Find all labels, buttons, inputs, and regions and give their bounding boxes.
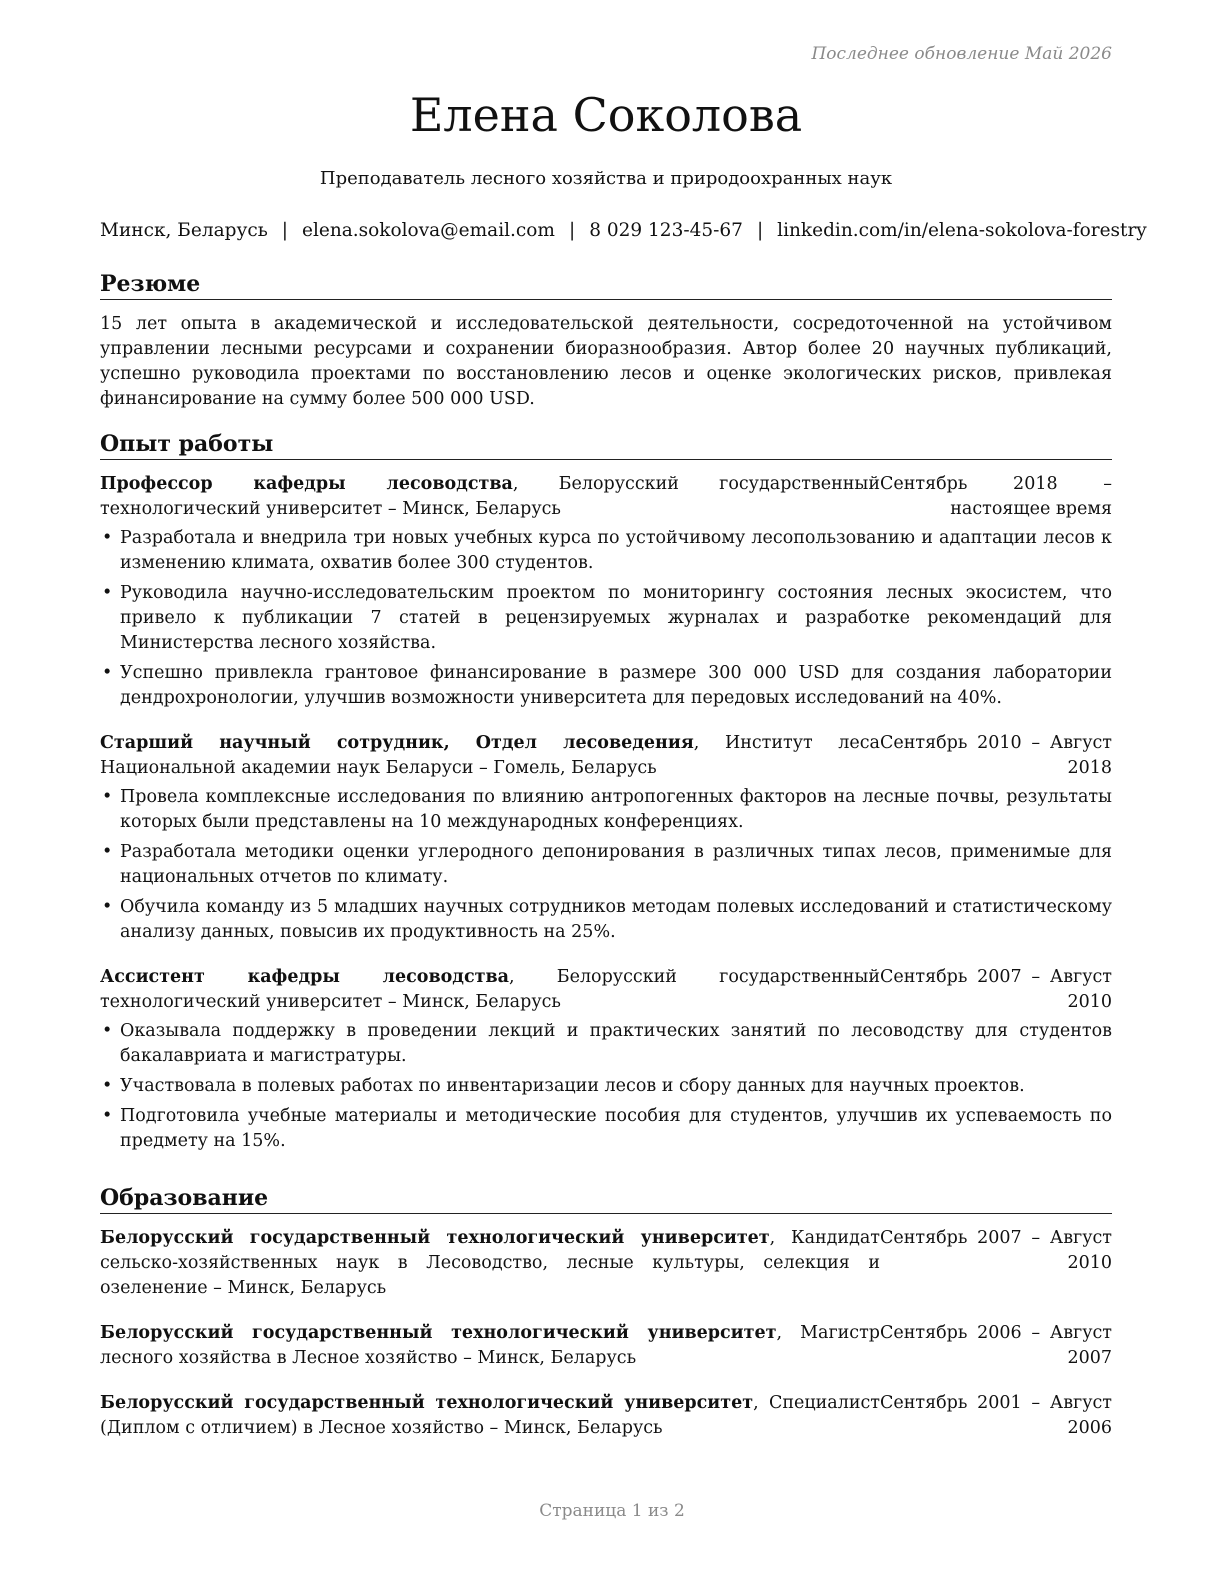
education-header <box>100 1391 1112 1441</box>
education-entry <box>100 1321 1112 1371</box>
page-number: Страница 1 из 2 <box>539 1501 685 1521</box>
section-title-summary: Резюме <box>100 271 1112 300</box>
job-header <box>100 965 1112 1015</box>
contact-linkedin[interactable]: linkedin.com/in/elena-sokolova-forestry <box>777 220 1147 241</box>
job-dates: Сентябрь 2018 – настоящее время <box>880 474 1112 519</box>
contact-separator: | <box>568 220 576 241</box>
job-header <box>100 731 1112 781</box>
education-section <box>100 1185 1112 1461</box>
contact-phone[interactable]: 8 029 123-45-67 <box>589 220 743 241</box>
job-entry <box>100 965 1112 1154</box>
job-dates: Сентябрь 2010 – Август 2018 <box>880 733 1112 778</box>
section-title-education: Образование <box>100 1185 1112 1214</box>
contact-separator: | <box>281 220 289 241</box>
bullet-item: • Провела комплексные исследования по влиянию антропогенных факторов на лесные почвы, результаты которых были представлены на 10 международных конференциях. <box>100 785 1112 835</box>
education-dates: Сентябрь 2007 – Август 2010 <box>880 1228 1112 1273</box>
bullet-item: • Подготовила учебные материалы и методические пособия для студентов, улучшив их успеваемость по предмету на 15%. <box>100 1104 1112 1154</box>
bullet-item: • Участвовала в полевых работах по инвентаризации лесов и сбору данных для научных проектов. <box>100 1074 1112 1099</box>
job-bullets <box>100 1019 1112 1154</box>
contact-location: Минск, Беларусь <box>100 220 268 241</box>
education-degree: , Магистр лесного хозяйства в Лесное хозяйство – Минск, Беларусь <box>100 1323 880 1368</box>
candidate-name: Елена Соколова <box>409 88 803 142</box>
job-organization: , Белорусский государственный технологический университет – Минск, Беларусь <box>100 967 880 1012</box>
bullet-item: • Разработала и внедрила три новых учебных курса по устойчивому лесопользованию и адаптации лесов к изменению климата, охватив более 300 студентов. <box>100 526 1112 576</box>
summary-section <box>100 271 1112 412</box>
contact-line <box>100 220 1147 241</box>
education-dates: Сентябрь 2001 – Август 2006 <box>880 1393 1112 1438</box>
experience-section <box>100 431 1112 1174</box>
education-degree: , Кандидат сельско-хозяйственных наук в Лесоводство, лесные культуры, селекция и озеленение – Минск, Беларусь <box>100 1228 880 1298</box>
education-header <box>100 1226 1112 1301</box>
last-updated: Последнее обновление Май 2026 <box>811 44 1112 64</box>
bullet-item: • Оказывала поддержку в проведении лекций и практических занятий по лесоводству для студентов бакалавриата и магистратуры. <box>100 1019 1112 1069</box>
job-bullets <box>100 785 1112 945</box>
candidate-title: Преподаватель лесного хозяйства и природоохранных наук <box>319 168 893 189</box>
job-dates: Сентябрь 2007 – Август 2010 <box>880 967 1112 1012</box>
education-school: Белорусский государственный технологический университет <box>100 1323 777 1343</box>
job-organization: , Белорусский государственный технологический университет – Минск, Беларусь <box>100 474 881 519</box>
job-bullets <box>100 526 1112 711</box>
education-dates: Сентябрь 2006 – Август 2007 <box>880 1323 1112 1368</box>
job-header <box>100 472 1112 522</box>
job-role: Ассистент кафедры лесоводства <box>100 967 509 987</box>
education-header <box>100 1321 1112 1371</box>
bullet-item: • Разработала методики оценки углеродного депонирования в различных типах лесов, применимые для национальных отчетов по климату. <box>100 840 1112 890</box>
contact-email[interactable]: elena.sokolova@email.com <box>302 220 555 241</box>
education-school: Белорусский государственный технологический университет <box>100 1228 770 1248</box>
contact-separator: | <box>756 220 764 241</box>
education-entry <box>100 1226 1112 1301</box>
education-degree: , Специалист (Диплом с отличием) в Лесное хозяйство – Минск, Беларусь <box>100 1393 880 1438</box>
summary-text: 15 лет опыта в академической и исследовательской деятельности, сосредоточенной на устойчивом управлении лесными ресурсами и сохранении биоразнообразия. Автор более 20 научных публикаций, успешно руководила проектами по восстановлению лесов и оценке экологических рисков, привлекая финансирование на сумму более 500 000 USD. <box>100 314 1112 409</box>
bullet-item: • Руководила научно-исследовательским проектом по мониторингу состояния лесных экосистем, что привело к публикации 7 статей в рецензируемых журналах и разработке рекомендаций для Министерства лесного хозяйства. <box>100 581 1112 656</box>
bullet-item: • Обучила команду из 5 младших научных сотрудников методам полевых исследований и статистическому анализу данных, повысив их продуктивность на 25%. <box>100 895 1112 945</box>
job-role: Старший научный сотрудник, Отдел лесоведения <box>100 733 694 753</box>
section-title-experience: Опыт работы <box>100 431 1112 460</box>
education-entry <box>100 1391 1112 1441</box>
education-school: Белорусский государственный технологический университет <box>100 1393 754 1413</box>
job-entry <box>100 472 1112 711</box>
job-role: Профессор кафедры лесоводства <box>100 474 513 494</box>
job-organization: , Институт леса Национальной академии наук Беларуси – Гомель, Беларусь <box>100 733 880 778</box>
bullet-item: • Успешно привлекла грантовое финансирование в размере 300 000 USD для создания лаборатории дендрохронологии, улучшив возможности университета для передовых исследований на 40%. <box>100 661 1112 711</box>
job-entry <box>100 731 1112 945</box>
